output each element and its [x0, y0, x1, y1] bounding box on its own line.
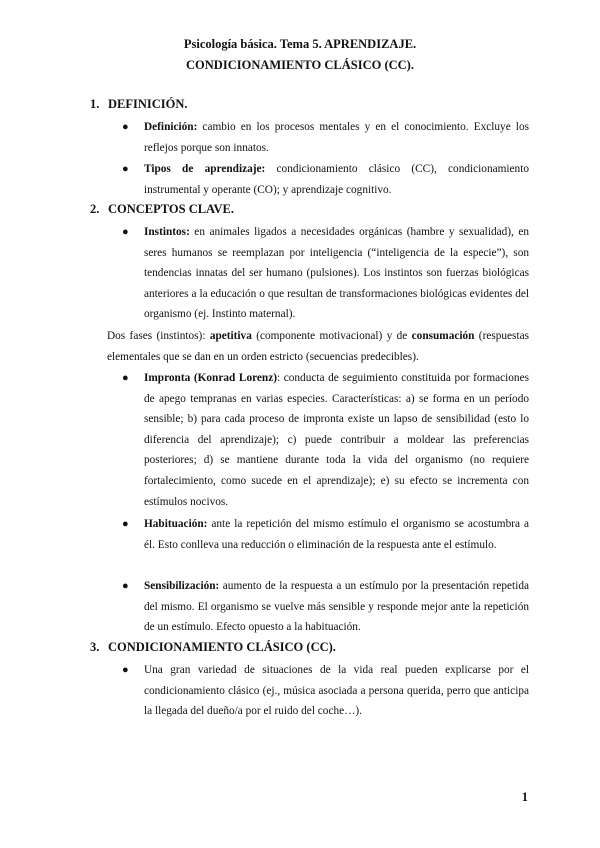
fases-text: (respuestas elementales que se dan en un orden estricto (secuencias predecibles). [107, 330, 529, 363]
section-title: CONCEPTOS CLAVE. [108, 202, 234, 216]
section-title: DEFINICIÓN. [108, 97, 188, 111]
fase-consumacion: consumación [411, 330, 475, 342]
section-number: 2. [90, 202, 100, 216]
bullet-text: cambio en los procesos mentales y en el conocimiento. Excluye los reflejos porque son innatos. [144, 121, 529, 154]
bullet-text: condicionamiento clásico (CC), condicionamiento instrumental y operante (CO); y aprendizaje cognitivo. [144, 163, 529, 196]
section-title: CONDICIONAMIENTO CLÁSICO (CC). [108, 640, 336, 654]
bullet-icon: ● [122, 372, 129, 384]
bullet-text: ante la repetición del mismo estímulo el organismo se acostumbra a él. Esto conlleva una reducción o eliminación de la respuesta ante el estímulo. [144, 518, 529, 551]
bullet-tipos [122, 159, 529, 200]
section-heading-3 [90, 640, 336, 655]
bullet-instintos [122, 222, 529, 325]
section-number: 1. [90, 97, 100, 111]
bullet-impronta [122, 368, 529, 512]
bullet-term: Habituación: [144, 518, 208, 530]
bullet-habituacion [122, 514, 529, 555]
bullet-term: Instintos: [144, 226, 190, 238]
fases-text: Dos fases (instintos): [107, 330, 210, 342]
section-number: 3. [90, 640, 100, 654]
fase-apetitiva: apetitiva [209, 330, 252, 342]
page-number: 1 [521, 790, 528, 804]
fases-text: (componente motivacional) y de [251, 330, 412, 342]
bullet-text: en animales ligados a necesidades orgánicas (hambre y sexualidad), en seres humanos se reemplazan por inteligencia (“inteligencia de la especie”), son tendencias innatas del ser humano (pulsiones). Los instintos son fuerzas biológicas anteriores a la educación o que resultan de transformaciones biológicas evidentes del organismo (ej. Instinto maternal). [144, 226, 529, 321]
section-heading-2 [90, 202, 234, 217]
bullet-sensibilizacion [122, 576, 529, 638]
bullet-icon: ● [122, 664, 129, 676]
bullet-text: Una gran variedad de situaciones de la vida real pueden explicarse por el condicionamiento clásico (ej., música asociada a persona querida, perro que anticipa la llegada del dueño/a por el ruido del coche…). [144, 664, 529, 718]
section-heading-1 [90, 97, 188, 112]
bullet-definicion [122, 117, 529, 158]
bullet-term: Definición: [144, 121, 198, 133]
document-title-line1: Psicología básica. Tema 5. APRENDIZAJE. [183, 37, 417, 51]
bullet-term: Impronta (Konrad Lorenz) [144, 372, 277, 384]
bullet-text: : conducta de seguimiento constituida por formaciones de apego tempranas en varias especies. Características: a) se forma en un período sensible; b) para cada proceso de impronta existe un lapso de sensibilidad (esto lo diferencia del aprendizaje); c) puede contribuir a moldear las preferencias posteriores; d) se mantiene durante toda la vida del organismo (no requiere fortalecimiento, como sucede en el aprendizaje); e) su efecto se incrementa con estímulos nocivos. [144, 372, 529, 508]
bullet-icon: ● [122, 226, 129, 238]
bullet-icon: ● [122, 518, 129, 530]
bullet-icon: ● [122, 163, 129, 175]
bullet-term: Tipos de aprendizaje: [144, 163, 266, 175]
bullet-term: Sensibilización: [144, 580, 220, 592]
bullet-icon: ● [122, 121, 129, 133]
bullet-icon: ● [122, 580, 129, 592]
fases-paragraph [107, 326, 529, 367]
bullet-cc [122, 660, 529, 722]
document-title-line2: CONDICIONAMIENTO CLÁSICO (CC). [186, 58, 414, 72]
bullet-text: aumento de la respuesta a un estímulo por la presentación repetida del mismo. El organismo se vuelve más sensible y responde mejor ante la repetición de un estímulo. Efecto opuesto a la habituación. [144, 580, 529, 634]
